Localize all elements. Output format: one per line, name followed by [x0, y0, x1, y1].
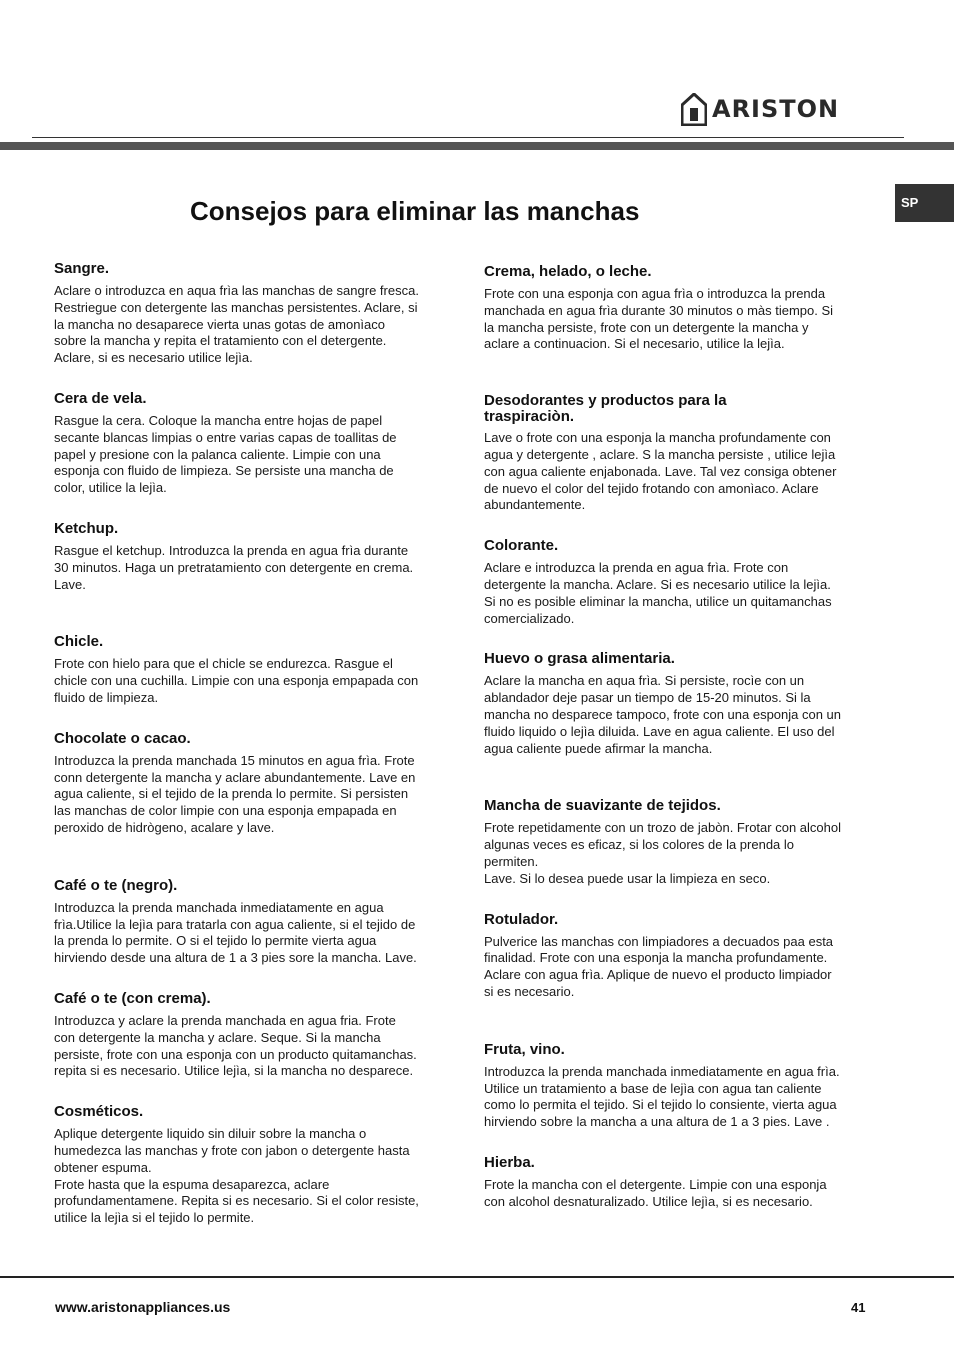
- header-rule-thick: [0, 142, 954, 150]
- section-heading: Desodorantes y productos para la traspiraciòn.: [484, 392, 727, 426]
- section-rotulador: [484, 911, 879, 1001]
- section-heading: Cera de vela.: [54, 389, 147, 407]
- section-cera-de-vela: [54, 390, 449, 497]
- section-heading: Café o te (con crema).: [54, 989, 211, 1007]
- section-text: Introduzca la prenda manchada inmediatamente en agua frìa.Utilice la lejìa para tratarla con agua caliente, si el tejido de la prenda lo permite. O si el tejido lo permite vierta agua hirviendo desde una altura de 1 a 3 pies sore la mancha. Lave.: [54, 899, 417, 966]
- section-sangre: [54, 260, 449, 367]
- section-heading: Sangre.: [54, 260, 110, 277]
- section-text: Aclare la mancha en aqua frìa. Si persiste, rocìe con un ablandador deje pasar un tiempo de 15-20 minutos. Si la mancha no desparece tampoco, frote con una esponja con un fluido liquido o lejìa diluida. Lave en agua caliente. El uso del agua caliente puede afirmar la mancha.: [484, 673, 842, 756]
- section-text: Introduzca la prenda manchada inmediatamente en agua frìa. Utilice un tratamiento a base de lejìa con agua tan caliente como lo permita el tejido. Si el tejido lo consiente, vierta agua hirviendo sobre la mancha a una altura de 1 a 3 pies. Lave .: [484, 1063, 840, 1130]
- footer-url: www.aristonappliances.us: [55, 1299, 231, 1315]
- footer-rule: [0, 1276, 954, 1278]
- section-heading: Fruta, vino.: [484, 1040, 565, 1058]
- header-rule-thin: [32, 137, 904, 138]
- ariston-logo: [681, 92, 839, 126]
- section-text: Rasgue el ketchup. Introduzca la prenda en agua frìa durante 30 minutos. Haga un pretratamiento con detergente en crema. Lave.: [54, 542, 414, 592]
- section-suavizante: [484, 797, 879, 887]
- section-heading: Café o te (negro).: [54, 876, 178, 894]
- house-logo-icon: [681, 93, 707, 126]
- section-cosmeticos: [54, 1103, 449, 1227]
- section-heading: Rotulador.: [484, 910, 559, 928]
- section-heading: Chocolate o cacao.: [54, 729, 191, 747]
- section-text: Rasgue la cera. Coloque la mancha entre hojas de papel secante blancas limpias o entre varias capas de toallitas de papel y presione con la palanca caliente. Limpie con una esponja con fluido de limpieza. Se persiste una mancha de color, utilice la lejìa.: [54, 412, 397, 496]
- section-text: Aclare e introduzca la prenda en agua frìa. Frote con detergente la mancha. Aclare. Si es necesario utilice la lejìa. Si no es posible eliminar la mancha, utilice un quitamanchas comercializado.: [484, 560, 832, 626]
- section-chicle: [54, 633, 449, 706]
- page-title: Consejos para eliminar las manchas: [190, 196, 640, 226]
- section-crema-helado-leche: [484, 263, 879, 353]
- section-text: Pulverice las manchas con limpiadores a decuados paa esta finalidad. Frote con una esponja la mancha profundamente. Aclare con agua frìa. Aplique de nuevo el producto limpiador si es necesario.: [484, 933, 834, 999]
- left-column: [54, 260, 449, 1227]
- section-text: Frote con una esponja con agua frìa o introduzca la prenda manchada en agua frìa durante 30 minutos o màs tiempo. Si la mancha persiste, frote con un detergente la mancha y aclare a continuacion. Si el necesario, utilice la lejìa.: [484, 286, 834, 352]
- section-heading: Hierba.: [484, 1153, 535, 1171]
- section-colorante: [484, 537, 879, 627]
- section-text: Aplique detergente liquido sin diluir sobre la mancha o humedezca las manchas y frote con jabon o detergente hasta obtener espuma. Frote hasta que la espuma desaparezca, aclare profundamentamene. Repita si es necesario. Si el color resiste, utilice la lejìa si el tejido lo permite.: [54, 1126, 419, 1226]
- section-text: Aclare o introduzca en aqua frìa las manchas de sangre fresca. Restriegue con detergente las manchas persistentes. Aclare, si la mancha no desaparece vierta unas gotas de amonìaco sobre la mancha y repita el tratamiento con el detergente. Aclare, si es necesario utilice lejìa.: [54, 283, 419, 366]
- section-heading: Colorante.: [484, 537, 559, 555]
- section-huevo-grasa: [484, 650, 879, 757]
- section-chocolate: [54, 730, 449, 837]
- section-heading: Cosméticos.: [54, 1103, 144, 1121]
- section-cafe-crema: [54, 990, 449, 1080]
- section-heading: Mancha de suavizante de tejidos.: [484, 797, 721, 815]
- section-text: Frote repetidamente con un trozo de jabòn. Frotar con alcohol algunas veces es eficaz, si los colores de la prenda lo permiten. Lave. Si lo desea puede usar la limpieza en seco.: [484, 820, 841, 886]
- brand-name: ARISTON: [712, 95, 840, 123]
- language-tab: SP: [895, 184, 954, 222]
- right-column: [484, 263, 879, 1211]
- section-heading: Crema, helado, o leche.: [484, 263, 652, 280]
- section-hierba: [484, 1154, 879, 1211]
- section-text: Frote la mancha con el detergente. Limpie con una esponja con alcohol desnaturalizado. Utilice lejìa, si es necesario.: [484, 1176, 827, 1209]
- section-text: Introduzca la prenda manchada 15 minutos en agua frìa. Frote conn detergente la mancha y aclare abundantemente. Lave en agua caliente, si el tejido de la prenda lo permite. Si persisten las manchas de color limpie con una esponja empapada en peroxido de hidrògeno, acalare y lave.: [54, 752, 416, 835]
- section-heading: Ketchup.: [54, 519, 119, 537]
- section-text: Introduzca y aclare la prenda manchada en agua fria. Frote con detergente la mancha y aclare. Seque. Si la mancha persiste, frote con una esponja con un producto quitamanchas. repita si es necesario. Utilice lejìa, si la mancha no desparece.: [54, 1012, 417, 1079]
- section-fruta-vino: [484, 1041, 879, 1131]
- section-heading: Chicle.: [54, 633, 104, 651]
- section-ketchup: [54, 520, 449, 593]
- page-number: 41: [851, 1300, 866, 1315]
- section-text: Lave o frote con una esponja la mancha profundamente con agua y detergente , aclare. S la mancha persiste , utilice lejìa con agua caliente enjabonada. Lave. Tal vez consiga obtener de nuevo el color del tejido frotando con amonìaco. Aclare abundantemente.: [484, 430, 837, 513]
- section-cafe-negro: [54, 877, 449, 967]
- section-text: Frote con hielo para que el chicle se endurezca. Rasgue el chicle con una cuchilla. Limpie con una esponja empapada con fluido de limpieza.: [54, 656, 419, 705]
- section-desodorantes: [484, 393, 879, 514]
- section-heading: Huevo o grasa alimentaria.: [484, 650, 675, 668]
